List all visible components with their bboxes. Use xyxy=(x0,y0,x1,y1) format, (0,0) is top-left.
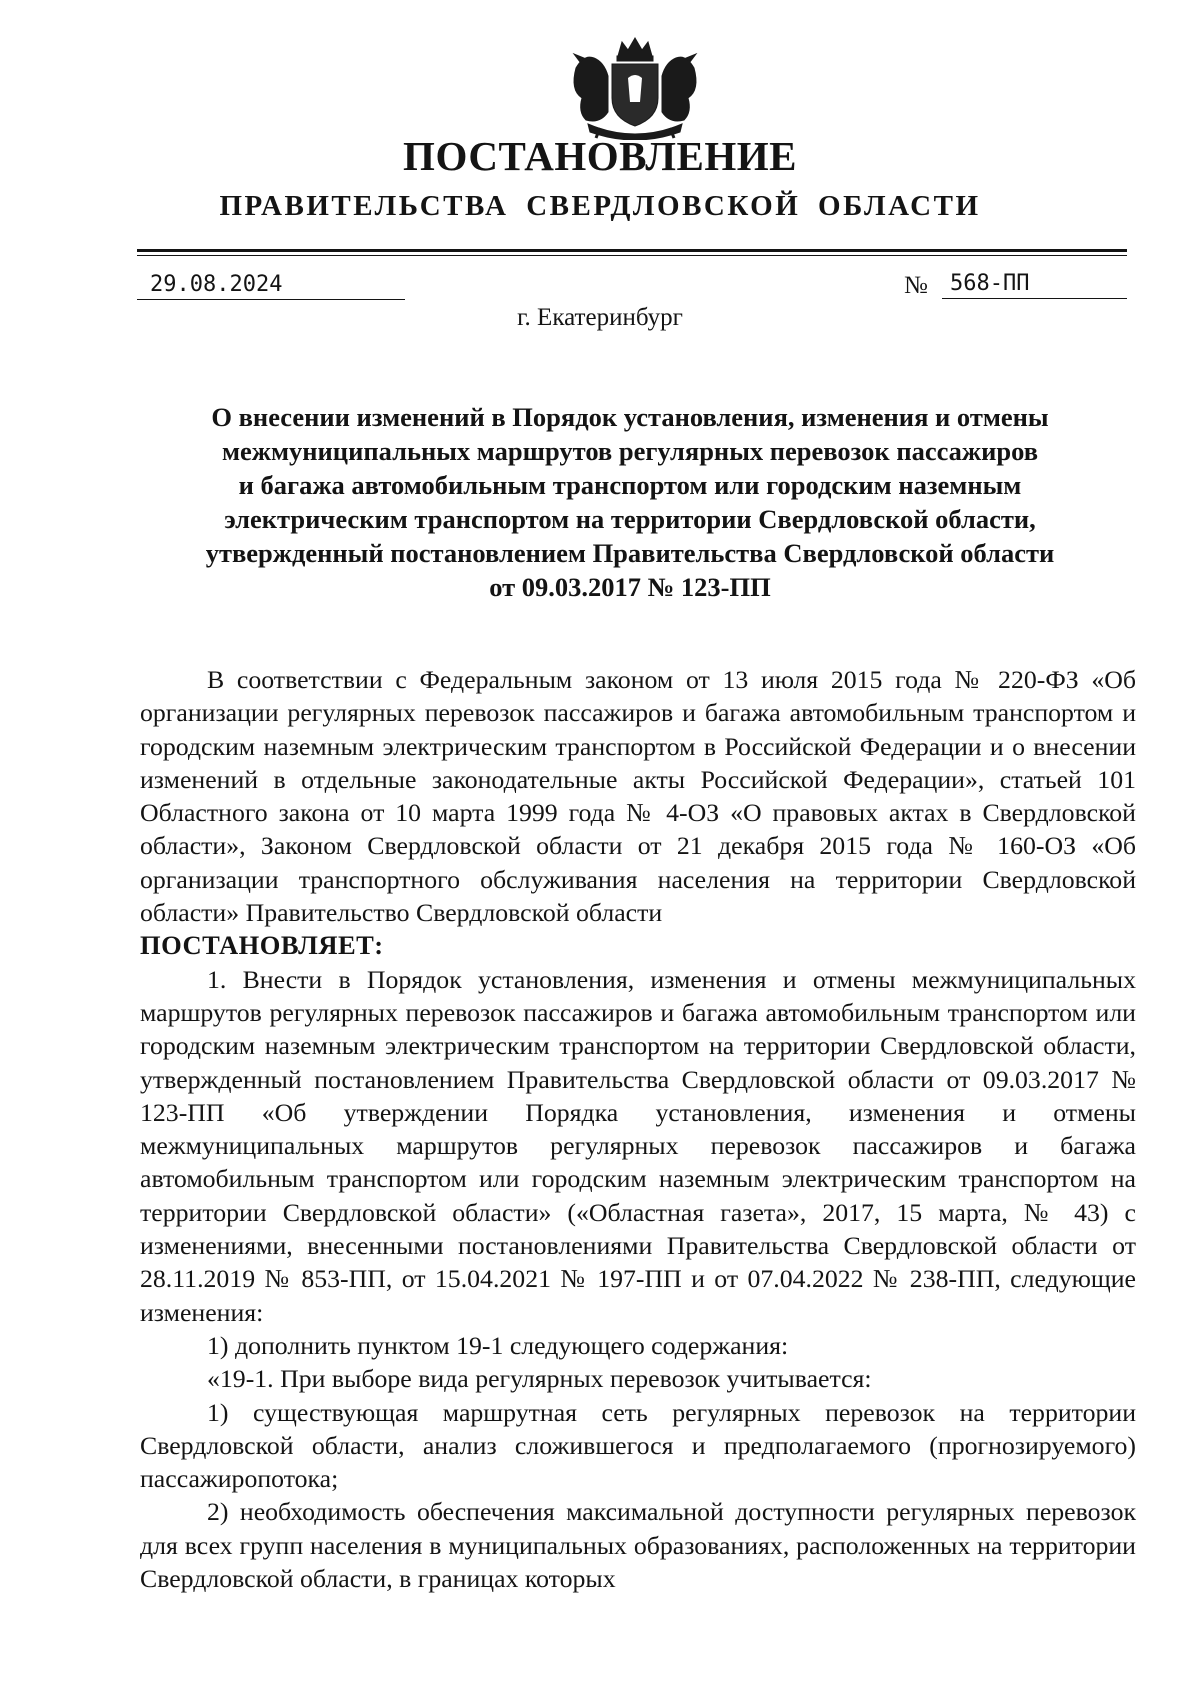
criterion-2-paragraph: 2) необходимость обеспечения максимальной доступности регулярных перевозок для всех групп населения в муниципальных образованиях, расположенных на территории Свердловской области, в границах которых xyxy=(140,1497,1136,1594)
header-rule-thick xyxy=(137,249,1127,252)
issuing-authority: ПРАВИТЕЛЬСТВА СВЕРДЛОВСКОЙ ОБЛАСТИ xyxy=(219,190,981,222)
date-underline xyxy=(137,299,405,300)
preamble-paragraph: В соответствии с Федеральным законом от 13 июля 2015 года № 220-ФЗ «Об организации регулярных перевозок пассажиров и багажа автомобильным транспортом и городским наземным электрическим транспортом в Российской Федерации и о внесении изменений в отдельные законодательные акты Российской Федерации», статьей 101 Областного закона от 10 марта 1999 года № 4-ОЗ «О правовых актах в Свердловской области», Законом Свердловской области от 21 декабря 2015 года № 160-ОЗ «Об организации транспортного обслуживания населения на территории Свердловской области» Правительство Свердловской области xyxy=(140,665,1136,928)
criterion-1-paragraph: 1) существующая маршрутная сеть регулярных перевозок на территории Свердловской области, анализ сложившегося и предполагаемого (прогнозируемого) пассажиропотока; xyxy=(140,1397,1136,1494)
document-heading xyxy=(150,400,1110,604)
number-sign: № xyxy=(904,272,928,299)
point-19-1-paragraph: «19-1. При выборе вида регулярных перевозок учитывается: xyxy=(207,1364,872,1394)
heading-line: и багажа автомобильным транспортом или городским наземным xyxy=(238,470,1022,500)
heading-line: от 09.03.2017 № 123-ПП xyxy=(489,572,771,602)
heading-line: межмуниципальных маршрутов регулярных перевозок пассажиров xyxy=(221,436,1039,466)
number-underline xyxy=(942,298,1127,299)
document-body xyxy=(140,663,1136,1595)
document-title: ПОСТАНОВЛЕНИЕ xyxy=(403,133,797,179)
heading-line: О внесении изменений в Порядок установления, изменения и отмены xyxy=(211,402,1049,432)
header-rule-thin xyxy=(137,255,1127,256)
issue-city: г. Екатеринбург xyxy=(517,304,683,331)
heading-line: электрическим транспортом на территории Свердловской области, xyxy=(224,504,1036,534)
resolves-heading: ПОСТАНОВЛЯЕТ: xyxy=(140,930,384,961)
document-number: 568-ПП xyxy=(950,271,1030,296)
document-date: 29.08.2024 xyxy=(150,272,283,297)
subitem-1-paragraph: 1) дополнить пунктом 19-1 следующего содержания: xyxy=(207,1330,789,1360)
item-1-paragraph: 1. Внести в Порядок установления, изменения и отмены межмуниципальных маршрутов регулярных перевозок пассажиров и багажа автомобильным транспортом или городским наземным электрическим транспортом на территории Свердловской области, утвержденный постановлением Правительства Свердловской области от 09.03.2017 № 123-ПП «Об утверждении Порядка установления, изменения и отмены межмуниципальных маршрутов регулярных перевозок пассажиров и багажа автомобильным транспортом или городским наземным электрическим транспортом на территории Свердловской области» («Областная газета», 2017, 15 марта, № 43) с изменениями, внесенными постановлениями Правительства Свердловской области от 28.11.2019 № 853-ПП, от 15.04.2021 № 197-ПП и от 07.04.2022 № 238-ПП, следующие изменения: xyxy=(140,964,1136,1327)
heading-line: утвержденный постановлением Правительства Свердловской области xyxy=(205,538,1055,568)
coat-of-arms-icon xyxy=(560,32,710,140)
